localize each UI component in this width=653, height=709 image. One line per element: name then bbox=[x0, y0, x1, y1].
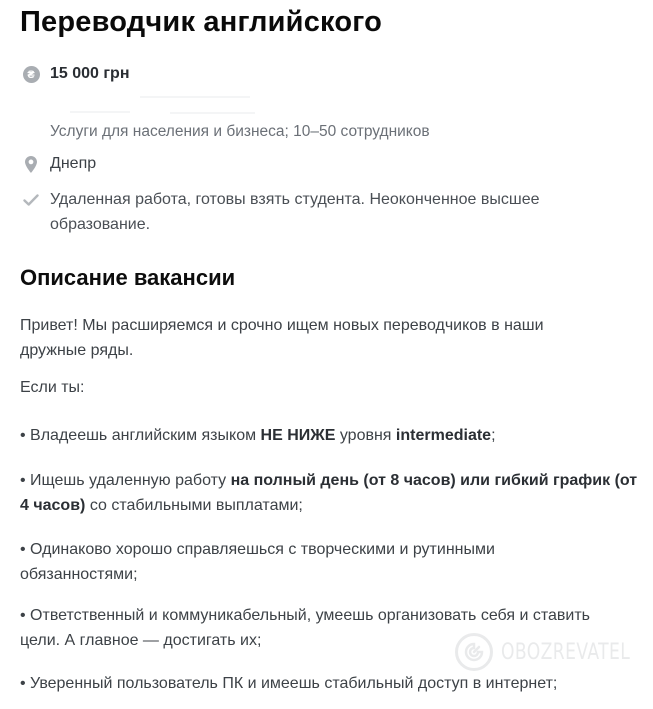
company-meta: Услуги для населения и бизнеса; 10–50 сотрудников bbox=[50, 123, 430, 140]
salary-value: 15 000 грн bbox=[50, 65, 130, 82]
redacted-company-name bbox=[50, 92, 250, 118]
location-value: Днепр bbox=[50, 155, 97, 172]
conditions-value: Удаленная работа, готовы взять студента. Неоконченное высшее образование. bbox=[50, 191, 540, 233]
checkmark-icon bbox=[20, 189, 42, 211]
hryvnia-coin-icon: ₴ bbox=[20, 63, 42, 85]
requirement-item: • Владеешь английским языком НЕ НИЖЕ уровня intermediate; bbox=[20, 427, 496, 444]
description-intro: Привет! Мы расширяемся и срочно ищем новых переводчиков в наши дружные ряды. bbox=[20, 317, 544, 359]
map-pin-icon bbox=[20, 153, 42, 175]
requirement-item: • Одинаково хорошо справляешься с творческими и рутинными обязанностями; bbox=[20, 541, 495, 583]
vacancy-title: Переводчик английского bbox=[20, 6, 383, 38]
description-if-you: Если ты: bbox=[20, 379, 85, 396]
conditions-row bbox=[20, 187, 620, 237]
requirement-item: • Ищешь удаленную работу на полный день (от 8 часов) или гибкий график (от 4 часов) со стабильными выплатами; bbox=[20, 472, 638, 514]
watermark-text: OBOZREVATEL bbox=[501, 639, 631, 665]
requirement-item: • Ответственный и коммуникабельный, умеешь организовать себя и ставить цели. А главное — достигать их; bbox=[20, 607, 590, 649]
requirement-item: • Уверенный пользователь ПК и имеешь стабильный доступ в интернет; bbox=[20, 675, 558, 692]
description-heading: Описание вакансии bbox=[20, 265, 236, 290]
location-row bbox=[20, 153, 96, 175]
salary-row bbox=[20, 63, 129, 85]
